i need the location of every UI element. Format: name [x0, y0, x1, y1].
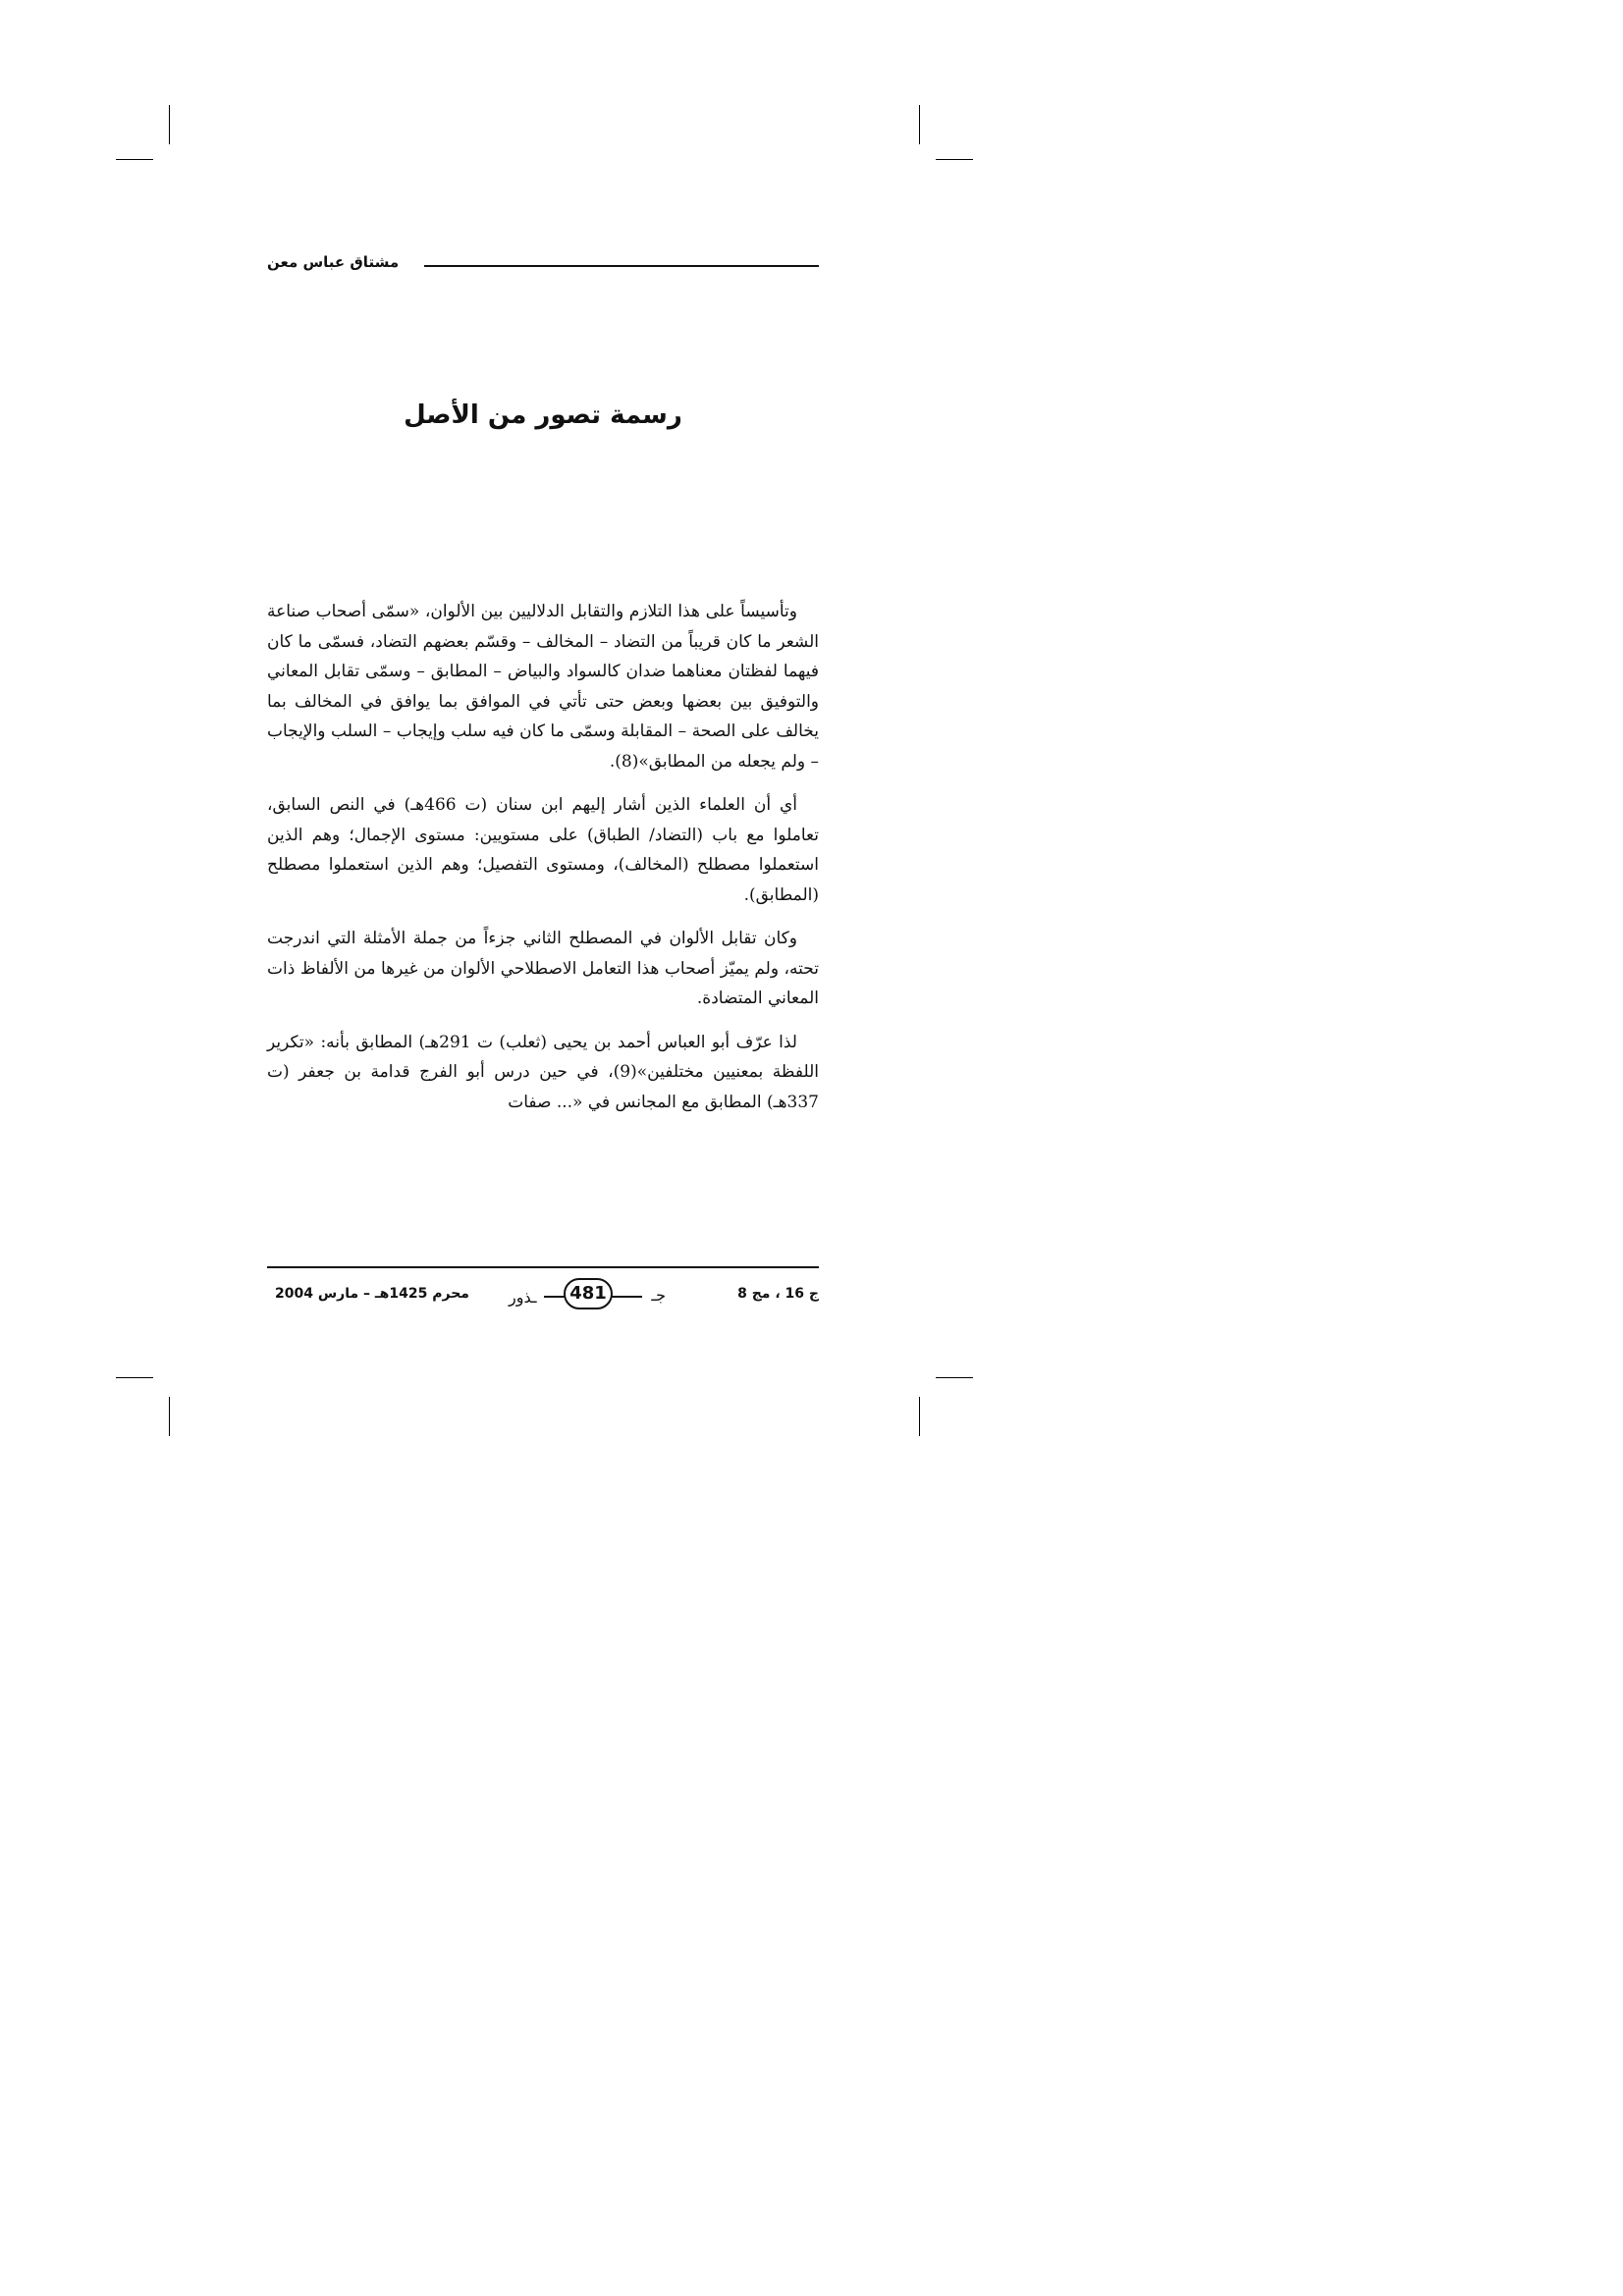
crop-mark: [919, 105, 920, 144]
paragraph: وكان تقابل الألوان في المصطلح الثاني جزءاً من جملة الأمثلة التي اندرجت تحته، ولم يميّز أصحاب هذا التعامل الاصطلاحي الألوان من غيرها من الألفاظ ذات المعاني المتضادة.: [267, 929, 819, 1008]
crop-mark: [936, 1377, 973, 1378]
crop-mark: [169, 105, 170, 144]
journal-line: [544, 1296, 566, 1298]
publication-date: محرم 1425هـ – مارس 2004: [275, 1286, 469, 1302]
paragraph: أي أن العلماء الذين أشار إليهم ابن سنان (ت 466هـ) في النص السابق، تعاملوا مع باب (التضاد/ الطباق) على مستويين: مستوى الإجمال؛ وهم الذين استعملوا مصطلح (المخالف)، ومستوى التفصيل؛ وهم الذين استعملوا مصطلح (المطابق).: [267, 795, 819, 905]
running-header: [267, 253, 819, 277]
crop-mark: [116, 159, 153, 160]
author-name: مشتاق عباس معن: [267, 253, 400, 271]
crop-mark: [919, 1397, 920, 1436]
journal-name-right: جـ: [651, 1286, 666, 1305]
journal-line: [611, 1296, 642, 1298]
crop-mark: [116, 1377, 153, 1378]
page-number: 481: [564, 1278, 613, 1309]
page-footer: [267, 1276, 819, 1319]
paragraph: لذا عرّف أبو العباس أحمد بن يحيى (ثعلب) ت 291هـ) المطابق بأنه: «تكرير اللفظة بمعنيين مختلفين»(9)، في حين درس أبو الفرج قدامة بن جعفر (ت 337هـ) المطابق مع المجانس في «... صفات: [267, 1032, 819, 1112]
issue-info: ج 16 ، مج 8: [737, 1286, 819, 1302]
crop-mark: [169, 1397, 170, 1436]
journal-name-left: ـذور: [509, 1288, 537, 1307]
page-title: رسمة تصور من الأصل: [404, 400, 682, 430]
body-text: [267, 597, 819, 1131]
journal-logo: [509, 1276, 666, 1315]
crop-mark: [936, 159, 973, 160]
paragraph: وتأسيساً على هذا التلازم والتقابل الدلاليين بين الألوان، «سمّى أصحاب صناعة الشعر ما كان قريباً من التضاد – المخالف – وقسّم بعضهم التضاد، فسمّى ما كان فيهما لفظتان معناهما ضدان كالسواد والبياض – المطابق – وسمّى تقابل المعاني والتوفيق بين بعضها وبعض حتى تأتي في الموافق بما يوافق في المخالف بما يخالف على الصحة – المقابلة وسمّى ما كان فيه سلب وإيجاب – السلب والإيجاب – ولم يجعله من المطابق»(8).: [267, 602, 819, 772]
footer-rule: [267, 1266, 819, 1268]
header-rule: [424, 265, 819, 267]
